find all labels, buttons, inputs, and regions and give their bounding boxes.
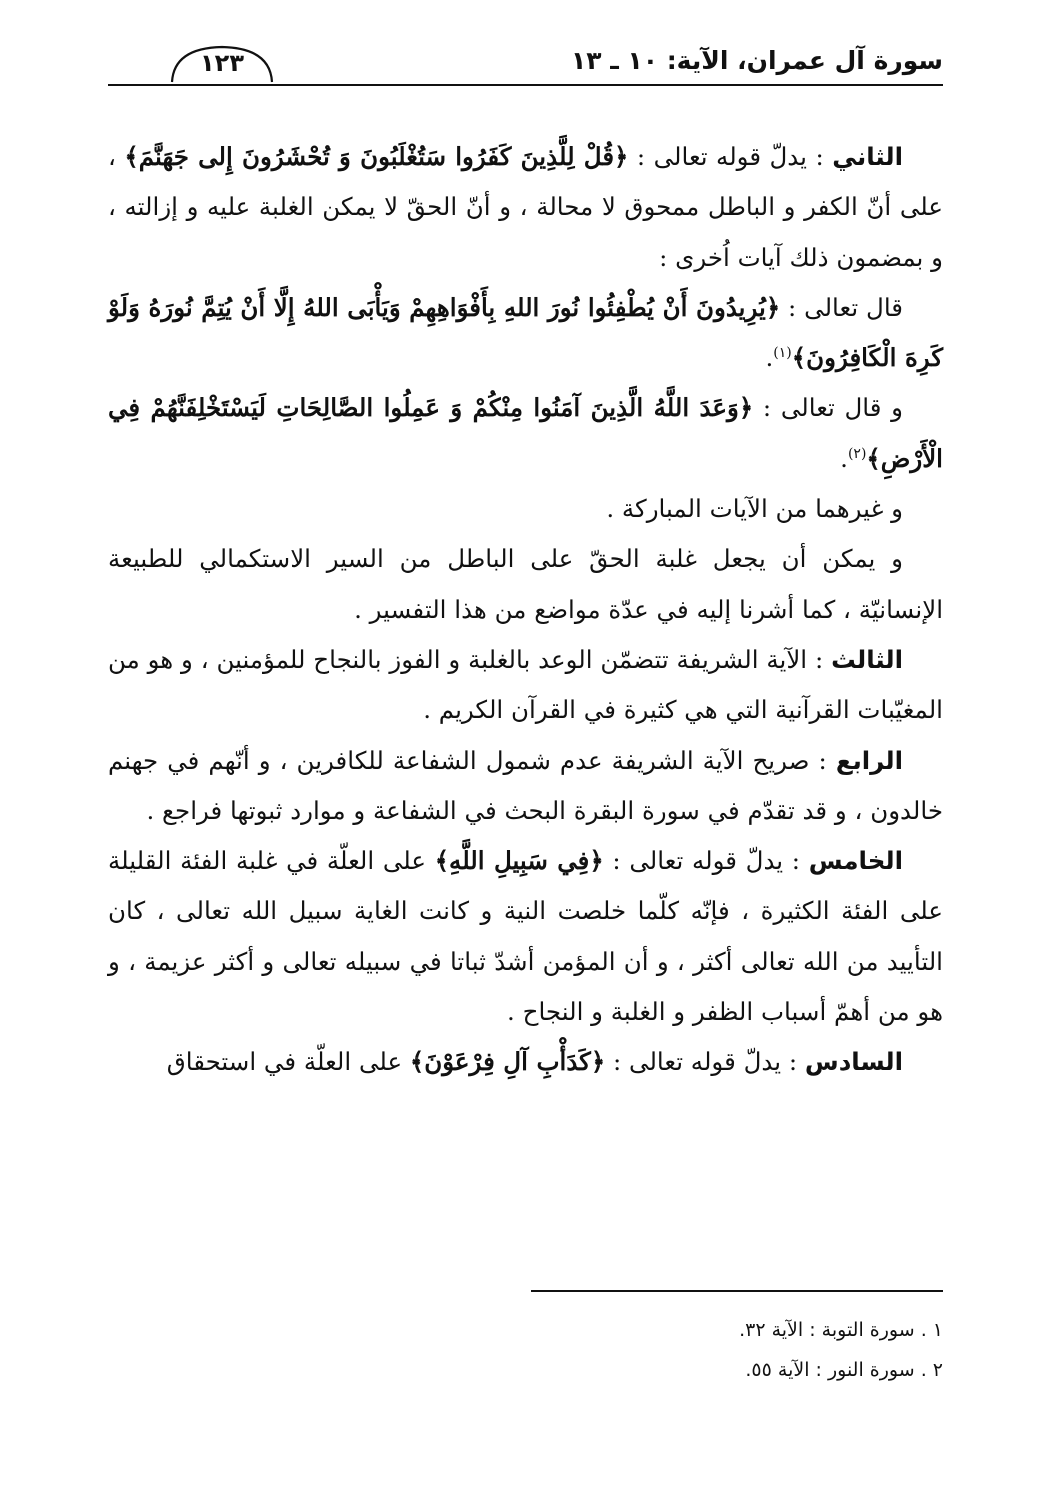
footnote-2: ٢ . سورة النور : الآية ٥٥. [745, 1359, 943, 1381]
paragraph-sixth [108, 1037, 943, 1087]
paragraph-text: على العلّة في غلبة الفئة القليلة على الفئة الكثيرة ، فإنّه كلّما خلصت النية و كانت الغاية سبيل الله تعالى ، كان التأييد من الله تعالى أكثر ، و أن المؤمن أشدّ ثباتا في سبيله تعالى و أكثر عزيمة ، و هو من أهمّ أسباب الظفر و الغلبة و النجاح . [108, 846, 943, 1027]
footnote-ref: (١) [773, 345, 792, 362]
paragraph-fourth [108, 736, 943, 837]
paragraph-text: على العلّة في استحقاق [166, 1047, 410, 1077]
footnotes [523, 1310, 943, 1390]
point-label: الثالث [831, 644, 903, 674]
page-number-badge [170, 44, 274, 84]
quran-verse: ﴿قُلْ لِلَّذِينَ كَفَرُوا سَتُغْلَبُونَ وَ تُحْشَرُونَ إِلى جَهَنَّمَ﴾ [124, 142, 629, 171]
paragraph-fifth [108, 836, 943, 1037]
paragraph-text: : يدلّ قوله تعالى : [605, 1047, 805, 1077]
surah-verse-title: سورة آل عمران، الآية: ١٠ ـ ١٣ [570, 46, 943, 75]
page-header [108, 38, 943, 88]
point-label: السادس [804, 1047, 903, 1077]
point-label: الرابع [835, 745, 903, 775]
paragraph-text: : صريح الآية الشريفة عدم شمول الشفاعة للكافرين ، و أنّهم في جهنم خالدون ، و قد تقدّم في سورة البقرة البحث في الشفاعة و موارد ثبوتها فراجع . [108, 745, 943, 825]
body-text [108, 132, 943, 1088]
point-label: الخامس [808, 846, 903, 876]
quran-verse: ﴿كَدَأْبِ آلِ فِرْعَوْنَ﴾ [409, 1047, 606, 1077]
page-number: ١٢٣ [200, 49, 244, 77]
paragraph-other-verses: و غيرهما من الآيات المباركة . [606, 494, 903, 524]
point-label: الثاني [832, 142, 903, 171]
header-rule [108, 84, 943, 86]
footnote-separator [531, 1290, 943, 1292]
paragraph-text: : الآية الشريفة تتضمّن الوعد بالغلبة و الفوز بالنجاح للمؤمنين ، و هو من المغيّبات القرآنية التي هي كثيرة في القرآن الكريم . [108, 644, 943, 725]
quran-verse: ﴿يُرِيدُونَ أَنْ يُطْفِئُوا نُورَ اللهِ بِأَفْوَاهِهِمْ وَيَأْبَى اللهُ إِلَّا أَنْ يُتِمَّ نُورَهُ وَلَوْ كَرِهَ الْكَافِرُونَ﴾ [108, 292, 943, 373]
paragraph-verse-nur [108, 383, 943, 484]
paragraph-third [108, 635, 943, 736]
paragraph-text: : يدلّ قوله تعالى : [603, 846, 809, 876]
quran-verse: ﴿فِي سَبِيلِ اللَّهِ﴾ [434, 846, 604, 876]
paragraph-verse-tawbah [108, 283, 943, 384]
paragraph-text: : يدلّ قوله تعالى : [628, 142, 833, 171]
paragraph-perfection: و يمكن أن يجعل غلبة الحقّ على الباطل من السير الاستكمالي للطبيعة الإنسانيّة ، كما أشرنا إليه في عدّة مواضع من هذا التفسير . [108, 544, 943, 624]
paragraph-text: . [765, 343, 774, 373]
paragraph-text: . [840, 443, 848, 473]
paragraph-text: و قال تعالى : [753, 393, 903, 423]
paragraph-text: قال تعالى : [780, 292, 903, 322]
paragraph-second [108, 132, 943, 283]
footnote-1: ١ . سورة التوبة : الآية ٣٢. [739, 1319, 943, 1341]
footnote-ref: (٢) [847, 445, 867, 462]
paragraph-text: ، على أنّ الكفر و الباطل ممحوق لا محالة ، و أنّ الحقّ لا يمكن الغلبة عليه و إزالته ، و بمضمون ذلك آيات اُخرى : [108, 142, 943, 272]
quran-verse: ﴿وَعَدَ اللَّهُ الَّذِينَ آمَنُوا مِنْكُمْ وَ عَمِلُوا الصَّالِحَاتِ لَيَسْتَخْلِفَنَّهُمْ فِي الْأَرْضِ﴾ [108, 393, 943, 473]
